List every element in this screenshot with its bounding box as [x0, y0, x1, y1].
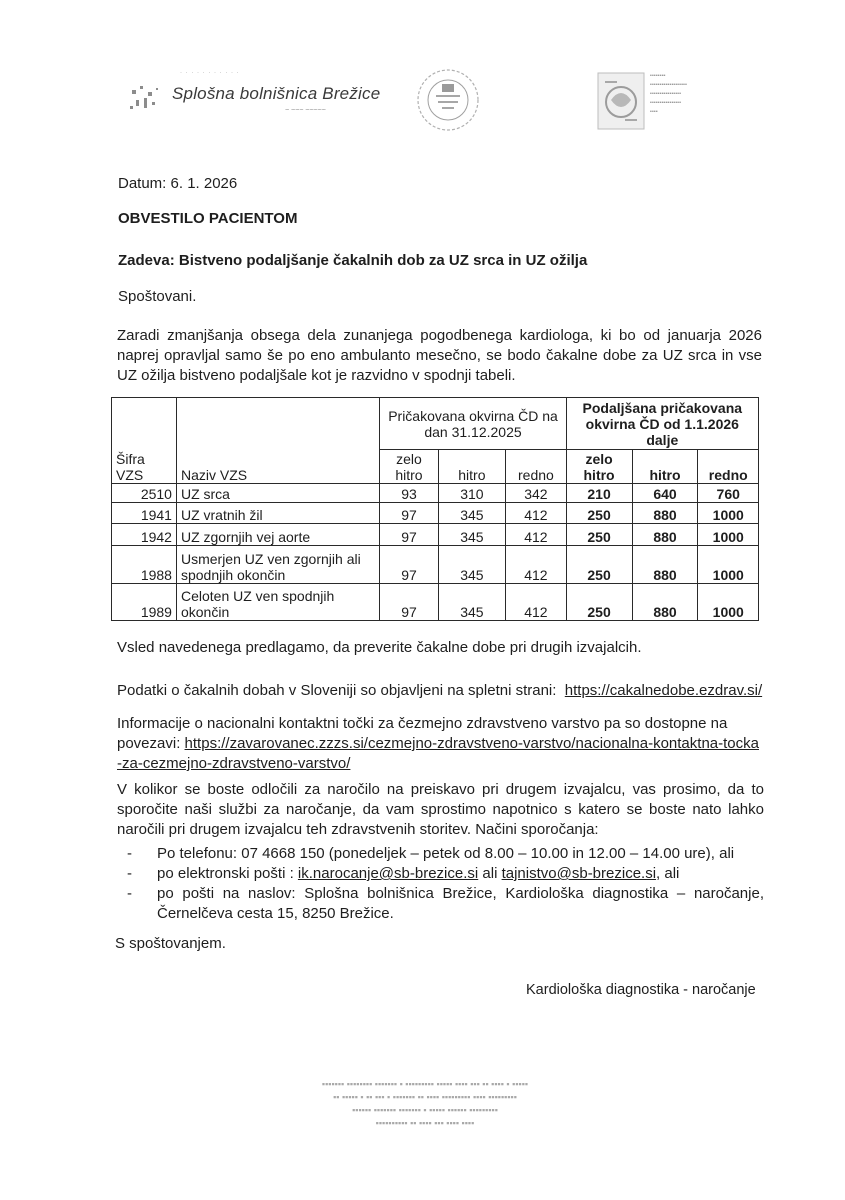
hospital-logo-icon: [128, 80, 164, 116]
email-prefix: po elektronski pošti :: [157, 865, 294, 882]
row-new-urgent: 880: [632, 584, 698, 621]
row-new-urgent: 880: [632, 546, 698, 584]
sub-header-regular: redno: [506, 450, 566, 484]
sub-header-regular-new: redno: [698, 450, 759, 484]
certification-mark-icon: [597, 72, 645, 130]
row-cur-urgent: 345: [438, 524, 506, 546]
list-item: [127, 884, 764, 924]
row-new-urgent: 880: [632, 524, 698, 546]
crossborder-paragraph: [117, 714, 762, 774]
table-row: [112, 546, 759, 584]
letter-subject: Zadeva: Bistveno podaljšanje čakalnih dob za UZ srca in UZ ožilja: [118, 252, 588, 269]
row-name: Usmerjen UZ ven zgornjih ali spodnjih okončin: [176, 546, 379, 584]
row-cur-urgent: 345: [438, 503, 506, 524]
col-group-current: Pričakovana okvirna ČD na dan 31.12.2025: [380, 398, 566, 450]
waiting-data-paragraph: [117, 681, 777, 701]
row-new-very-urgent: 250: [566, 503, 632, 524]
row-code: 1988: [112, 546, 177, 584]
col-group-extended: Podaljšana pričakovana okvirna ČD od 1.1.2026 dalje: [566, 398, 758, 450]
email-link-tajnistvo[interactable]: tajnistvo@sb-brezice.si: [501, 865, 657, 882]
row-new-urgent: 880: [632, 503, 698, 524]
table-row: [112, 584, 759, 621]
sub-header-urgent-new: hitro: [632, 450, 698, 484]
row-cur-urgent: 345: [438, 584, 506, 621]
contact-email: [157, 864, 764, 884]
contact-methods-list: [127, 844, 764, 924]
zzzs-link[interactable]: https://zavarovanec.zzzs.si/cezmejno-zdravstveno-varstvo/nacionalna-kontaktna-tocka-za-cezmejno-zdravstveno-varstvo/: [117, 735, 759, 772]
contact-post: po pošti na naslov: Splošna bolnišnica Brežice, Kardiološka diagnostika – naročanje, Černelčeva cesta 15, 8250 Brežice.: [157, 885, 764, 922]
row-new-regular: 1000: [698, 524, 759, 546]
hospital-subline: ~ ~~~ ~~~~~: [285, 107, 326, 114]
round-stamp-icon: [414, 66, 482, 134]
row-cur-very-urgent: 97: [380, 503, 438, 524]
waiting-times-table: [111, 397, 759, 621]
row-new-very-urgent: 250: [566, 524, 632, 546]
row-name: UZ vratnih žil: [176, 503, 379, 524]
row-cur-urgent: 310: [438, 484, 506, 503]
row-code: 1989: [112, 584, 177, 621]
email-link-narocanje[interactable]: ik.narocanje@sb-brezice.si: [297, 865, 479, 882]
contact-phone: Po telefonu: 07 4668 150 (ponedeljek – petek od 8.00 – 10.00 in 12.00 – 14.00 ure), ali: [157, 845, 735, 862]
table-row: [112, 484, 759, 503]
row-name: Celoten UZ ven spodnjih okončin: [176, 584, 379, 621]
row-cur-very-urgent: 97: [380, 584, 438, 621]
ordering-paragraph: V kolikor se boste odločili za naročilo na preiskavo pri drugem izvajalcu, vas prosimo, da to sporočite naši službi za naročanje, da vam sprostimo napotnico s katero se boste nato lahko naročili pri drugem izvajalcu teh zdravstvenih storitev. Načini sporočanja:: [117, 781, 764, 838]
row-new-very-urgent: 250: [566, 546, 632, 584]
row-name: UZ zgornjih vej aorte: [176, 524, 379, 546]
row-cur-very-urgent: 97: [380, 524, 438, 546]
email-suffix: , ali: [656, 865, 680, 882]
row-new-very-urgent: 250: [566, 584, 632, 621]
table-row: [112, 524, 759, 546]
cakalnedobe-link[interactable]: https://cakalnedobe.ezdrav.si/: [564, 682, 763, 699]
row-cur-urgent: 345: [438, 546, 506, 584]
row-new-urgent: 640: [632, 484, 698, 503]
hospital-name: Splošna bolnišnica Brežice: [172, 84, 381, 103]
row-new-regular: 1000: [698, 584, 759, 621]
row-code: 1942: [112, 524, 177, 546]
row-cur-regular: 342: [506, 484, 566, 503]
row-code: 2510: [112, 484, 177, 503]
row-name: UZ srca: [176, 484, 379, 503]
col-header-name: Naziv VZS: [176, 398, 379, 484]
row-new-regular: 760: [698, 484, 759, 503]
row-cur-regular: 412: [506, 503, 566, 524]
row-new-regular: 1000: [698, 546, 759, 584]
sub-header-very-urgent-new: zelo hitro: [566, 450, 632, 484]
sub-header-urgent: hitro: [438, 450, 506, 484]
intro-paragraph: Zaradi zmanjšanja obsega dela zunanjega pogodbenega kardiologa, ki bo od januarja 2026 naprej opravljal samo še po eno ambulanto mesečno, se bodo čakalne dobe za UZ srca in vse UZ ožilja bistveno podaljšale kot je razvidno v spodnji tabeli.: [117, 327, 762, 384]
email-mid: ali: [482, 865, 498, 882]
row-cur-very-urgent: 93: [380, 484, 438, 503]
sub-header-very-urgent: zelo hitro: [380, 450, 438, 484]
row-new-regular: 1000: [698, 503, 759, 524]
row-cur-regular: 412: [506, 546, 566, 584]
table-row: [112, 503, 759, 524]
list-item: [127, 844, 764, 864]
row-cur-regular: 412: [506, 524, 566, 546]
col-header-code: Šifra VZS: [112, 398, 177, 484]
suggestion-text: Vsled navedenega predlagamo, da preverite čakalne dobe pri drugih izvajalcih.: [117, 639, 642, 656]
list-dash: -: [127, 885, 132, 902]
faint-footer: ▪▪▪▪▪▪▪ ▪▪▪▪▪▪▪▪ ▪▪▪▪▪▪▪ ▪ ▪▪▪▪▪▪▪▪▪ ▪▪▪▪▪ ▪▪▪▪ ▪▪▪ ▪▪ ▪▪▪▪ ▪ ▪▪▪▪▪ ▪▪ ▪▪▪▪▪ ▪ ▪▪ ▪▪▪ ▪ ▪▪▪▪▪▪▪ ▪▪ ▪▪▪▪ ▪▪▪▪▪▪▪▪▪ ▪▪▪▪ ▪▪▪▪▪▪▪▪▪ ▪▪▪▪▪▪ ▪▪▪▪▪▪▪ ▪▪▪▪▪▪▪ ▪ ▪▪▪▪▪ ▪▪▪▪▪▪ ▪▪▪▪▪▪▪▪▪ ▪▪▪▪▪▪▪▪▪▪ ▪▪ ▪▪▪▪ ▪▪▪ ▪▪▪▪ ▪▪▪▪: [321, 1079, 529, 1128]
header-faint-line: · · · · · · · · · · ·: [180, 70, 240, 76]
row-cur-regular: 412: [506, 584, 566, 621]
closing-regards: S spoštovanjem.: [115, 935, 226, 952]
waiting-data-text: Podatki o čakalnih dobah v Sloveniji so objavljeni na spletni strani:: [117, 682, 557, 699]
crossborder-text: Informacije o nacionalni kontaktni točki za čezmejno zdravstveno varstvo pa so dostopne na povezavi:: [117, 715, 728, 752]
letter-greeting: Spoštovani.: [118, 288, 197, 305]
row-code: 1941: [112, 503, 177, 524]
certification-faint-text: ▪▪▪▪▪▪▪▪ ▪▪▪▪▪▪▪▪▪▪▪▪▪▪▪▪▪▪▪ ▪▪▪▪▪▪▪▪▪▪▪▪▪▪▪▪ ▪▪▪▪▪▪▪▪▪▪▪▪▪▪▪▪ ▪▪▪▪: [650, 73, 688, 115]
row-cur-very-urgent: 97: [380, 546, 438, 584]
list-dash: -: [127, 845, 132, 862]
letter-date: Datum: 6. 1. 2026: [118, 175, 238, 192]
list-dash: -: [127, 865, 132, 882]
letter-title: OBVESTILO PACIENTOM: [118, 210, 298, 227]
row-new-very-urgent: 210: [566, 484, 632, 503]
list-item: [127, 864, 764, 884]
signature: Kardiološka diagnostika - naročanje: [526, 982, 756, 998]
